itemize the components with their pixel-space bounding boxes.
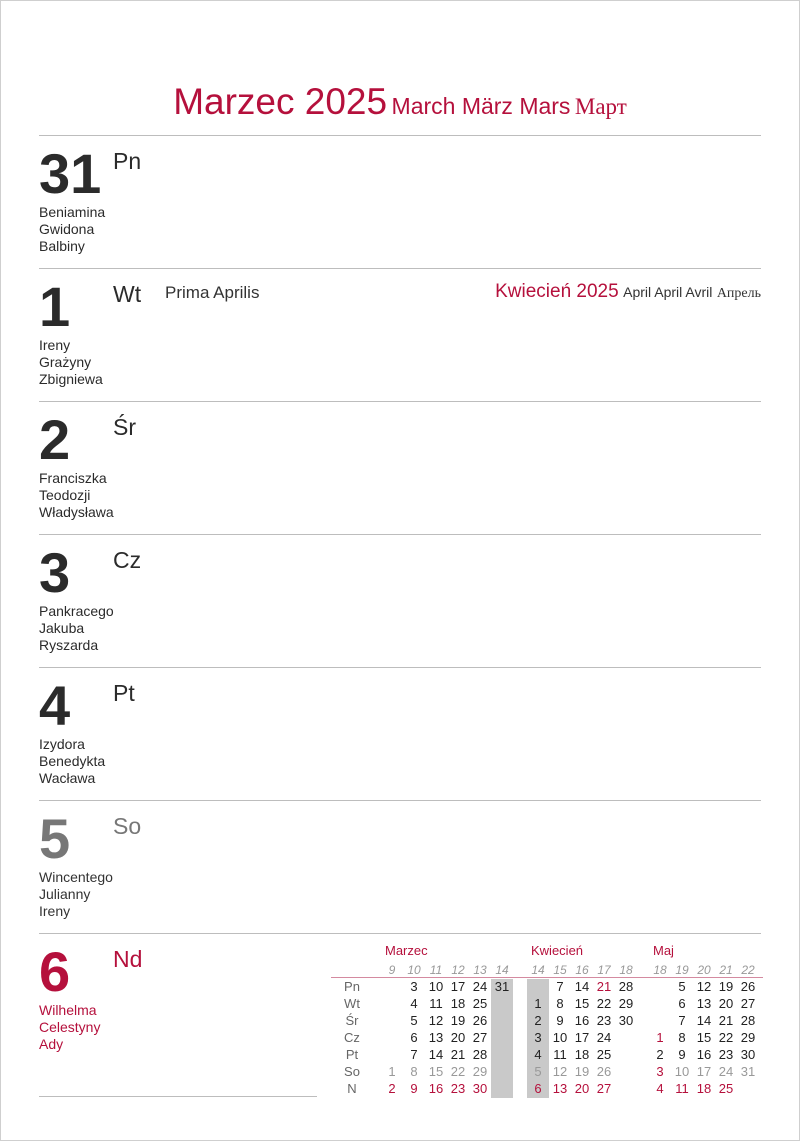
name-day: Grażyny: [39, 354, 92, 370]
name-day: Beniamina: [39, 204, 106, 220]
mini-day-cell: 30: [740, 1047, 756, 1062]
mini-day-label: Cz: [344, 1030, 360, 1045]
day-block-2: [39, 402, 761, 534]
mini-day-cell: 26: [596, 1064, 612, 1079]
mini-day-cell: 6: [534, 1081, 542, 1096]
mini-day-cell: 9: [678, 1047, 686, 1062]
mini-day-label: Pn: [344, 979, 360, 994]
name-day: Ireny: [39, 903, 71, 919]
mini-day-cell: 4: [534, 1047, 542, 1062]
day-block-4: [39, 668, 761, 800]
month-translations: March März Mars: [391, 93, 571, 119]
name-day: Wacława: [39, 770, 96, 786]
mini-day-cell: 11: [675, 1081, 689, 1096]
day-block-31: [39, 136, 761, 268]
mini-current-week-highlight: [491, 979, 513, 1098]
mini-day-cell: 24: [472, 979, 488, 994]
mini-day-cell: 8: [410, 1064, 418, 1079]
day-name: Cz: [113, 547, 142, 573]
mini-day-cell: 24: [718, 1064, 734, 1079]
mini-day-cell: 31: [740, 1064, 756, 1079]
name-days: [39, 603, 114, 654]
mini-day-cell: 5: [678, 979, 686, 994]
next-month-header: [495, 281, 761, 303]
name-day: Wincentego: [39, 869, 113, 885]
mini-calendar: [331, 941, 763, 1101]
day-name: So: [113, 813, 142, 839]
mini-day-cell: 16: [428, 1081, 444, 1096]
mini-day-cell: 14: [428, 1047, 444, 1062]
mini-day-cell: 26: [740, 979, 756, 994]
mini-day-cell: 1: [656, 1030, 664, 1045]
mini-day-cell: 17: [574, 1030, 590, 1045]
mini-day-cell: 20: [574, 1081, 590, 1096]
mini-day-cell: 16: [574, 1013, 590, 1028]
mini-day-cell: 12: [552, 1064, 568, 1079]
day-block-5: [39, 801, 761, 933]
mini-day-cell: 20: [718, 996, 734, 1011]
mini-day-label: N: [347, 1081, 357, 1096]
name-day: Ireny: [39, 337, 71, 353]
next-month-title: Kwiecień 2025: [495, 281, 619, 302]
next-month-russian: Апрель: [716, 286, 761, 301]
mini-day-cell: 11: [553, 1047, 567, 1062]
mini-day-cell: 18: [574, 1047, 590, 1062]
day-name: Pn: [113, 148, 142, 174]
mini-day-cell: 5: [534, 1064, 542, 1079]
month-header: [1, 81, 799, 123]
mini-day-cell: 20: [450, 1030, 466, 1045]
name-day: Wilhelma: [39, 1002, 97, 1018]
mini-week-number: 19: [675, 963, 689, 977]
mini-day-cell: 19: [574, 1064, 590, 1079]
mini-day-cell: 27: [472, 1030, 488, 1045]
mini-day-cell: 22: [596, 996, 612, 1011]
name-day: Benedykta: [39, 753, 106, 769]
name-days: [39, 736, 105, 787]
mini-day-cell: 23: [718, 1047, 734, 1062]
mini-day-cell: 9: [556, 1013, 564, 1028]
mini-day-cell: 12: [428, 1013, 444, 1028]
mini-day-cell: 15: [696, 1030, 712, 1045]
mini-day-cell: 25: [596, 1047, 612, 1062]
month-russian: Март: [574, 94, 627, 119]
name-day: Julianny: [39, 886, 91, 902]
mini-day-cell: 7: [678, 1013, 686, 1028]
mini-week-number: 21: [719, 963, 733, 977]
mini-week-number: 9: [388, 963, 396, 977]
mini-day-cell: 26: [472, 1013, 488, 1028]
name-days: [39, 204, 105, 255]
mini-day-cell: 7: [556, 979, 564, 994]
mini-day-cell: 7: [410, 1047, 418, 1062]
mini-day-cell: 21: [450, 1047, 466, 1062]
mini-week-number: 14: [495, 963, 509, 977]
name-days: [39, 869, 113, 920]
name-days: [39, 1002, 100, 1053]
mini-day-cell: 28: [618, 979, 634, 994]
mini-day-cell: 23: [596, 1013, 612, 1028]
mini-day-cell: 22: [450, 1064, 466, 1079]
mini-day-cell: 17: [450, 979, 466, 994]
mini-day-cell: 29: [740, 1030, 756, 1045]
mini-day-cell: 15: [428, 1064, 444, 1079]
mini-month-name: Marzec: [385, 943, 428, 958]
mini-day-cell: 14: [696, 1013, 712, 1028]
mini-day-cell: 22: [718, 1030, 734, 1045]
day-name: Pt: [113, 680, 135, 706]
mini-day-cell: 27: [740, 996, 756, 1011]
mini-day-cell: 8: [678, 1030, 686, 1045]
name-day: Pankracego: [39, 603, 114, 619]
mini-day-cell: 3: [410, 979, 418, 994]
day-number: 4: [39, 674, 71, 737]
mini-day-cell: 4: [656, 1081, 664, 1096]
name-day: Zbigniewa: [39, 371, 103, 387]
mini-week-number: 18: [619, 963, 633, 977]
mini-month-name: Kwiecień: [531, 943, 584, 958]
name-day: Gwidona: [39, 221, 95, 237]
name-day: Ryszarda: [39, 637, 99, 653]
day-block-1: [39, 269, 761, 401]
mini-week-number: 13: [473, 963, 487, 977]
day-name: Wt: [113, 281, 142, 307]
mini-day-cell: 21: [596, 979, 612, 994]
mini-day-cell: 6: [678, 996, 686, 1011]
mini-day-cell: 23: [450, 1081, 466, 1096]
mini-day-cell: 3: [534, 1030, 542, 1045]
mini-day-cell: 16: [696, 1047, 712, 1062]
mini-day-label: Pt: [345, 1047, 359, 1062]
mini-week-number: 14: [531, 963, 545, 977]
day-name: Nd: [113, 946, 143, 972]
name-days: [39, 337, 103, 388]
mini-day-cell: 5: [410, 1013, 418, 1028]
mini-day-cell: 19: [718, 979, 734, 994]
mini-day-cell: 30: [472, 1081, 488, 1096]
name-day: Władysława: [39, 504, 114, 520]
name-day: Franciszka: [39, 470, 107, 486]
mini-day-cell: 28: [472, 1047, 488, 1062]
name-day: Celestyny: [39, 1019, 101, 1035]
mini-day-cell: 31: [494, 979, 510, 994]
mini-day-cell: 13: [428, 1030, 444, 1045]
mini-day-cell: 29: [618, 996, 634, 1011]
name-days: [39, 470, 114, 521]
mini-day-cell: 29: [472, 1064, 488, 1079]
day-number: 31: [39, 142, 102, 205]
mini-day-cell: 10: [428, 979, 444, 994]
mini-day-cell: 28: [740, 1013, 756, 1028]
mini-day-cell: 15: [574, 996, 590, 1011]
day-number: 6: [39, 940, 71, 1003]
month-title: Marzec 2025: [173, 81, 388, 122]
mini-day-cell: 2: [388, 1081, 396, 1096]
day-number: 1: [39, 275, 71, 338]
mini-week-number: 11: [429, 963, 443, 977]
mini-day-cell: 13: [696, 996, 712, 1011]
day-number: 3: [39, 541, 71, 604]
mini-week-number: 12: [451, 963, 465, 977]
mini-week-number: 22: [741, 963, 755, 977]
next-month-translations: April April Avril: [623, 284, 713, 300]
mini-day-cell: 19: [450, 1013, 466, 1028]
mini-day-cell: 4: [410, 996, 418, 1011]
mini-week-number: 10: [407, 963, 421, 977]
mini-month-name: Maj: [653, 943, 674, 958]
mini-day-cell: 27: [596, 1081, 612, 1096]
mini-day-cell: 14: [574, 979, 590, 994]
mini-day-cell: 17: [696, 1064, 712, 1079]
mini-day-label: Wt: [344, 996, 360, 1011]
mini-day-cell: 18: [450, 996, 466, 1011]
mini-calendar-rule: [331, 977, 763, 978]
mini-day-cell: 1: [388, 1064, 396, 1079]
mini-week-number: 16: [575, 963, 589, 977]
day-block-3: [39, 535, 761, 667]
day-name: Śr: [113, 414, 136, 440]
mini-day-cell: 9: [410, 1081, 418, 1096]
name-day: Teodozji: [39, 487, 91, 503]
mini-day-cell: 6: [410, 1030, 418, 1045]
day-number: 2: [39, 408, 71, 471]
mini-day-cell: 2: [656, 1047, 664, 1062]
mini-day-cell: 24: [596, 1030, 612, 1045]
mini-day-cell: 25: [472, 996, 488, 1011]
mini-day-cell: 12: [696, 979, 712, 994]
mini-week-number: 15: [553, 963, 567, 977]
name-day: Ady: [39, 1036, 64, 1052]
mini-day-cell: 10: [552, 1030, 568, 1045]
mini-day-cell: 8: [556, 996, 564, 1011]
holiday-label: Prima Aprilis: [165, 283, 260, 302]
name-day: Izydora: [39, 736, 85, 752]
mini-day-cell: 18: [696, 1081, 712, 1096]
mini-week-number: 18: [653, 963, 667, 977]
mini-day-cell: 3: [656, 1064, 664, 1079]
day-number: 5: [39, 807, 71, 870]
mini-day-cell: 2: [534, 1013, 542, 1028]
mini-day-cell: 11: [429, 996, 443, 1011]
mini-day-cell: 1: [534, 996, 542, 1011]
mini-week-number: 17: [597, 963, 611, 977]
name-day: Balbiny: [39, 238, 85, 254]
mini-day-cell: 25: [718, 1081, 734, 1096]
mini-day-cell: 10: [674, 1064, 690, 1079]
mini-day-label: So: [344, 1064, 360, 1079]
name-day: Jakuba: [39, 620, 85, 636]
mini-day-cell: 30: [618, 1013, 634, 1028]
mini-day-label: Śr: [345, 1013, 359, 1028]
bottom-divider: [39, 1096, 317, 1097]
mini-day-cell: 21: [718, 1013, 734, 1028]
mini-day-cell: 13: [552, 1081, 568, 1096]
mini-week-number: 20: [697, 963, 711, 977]
